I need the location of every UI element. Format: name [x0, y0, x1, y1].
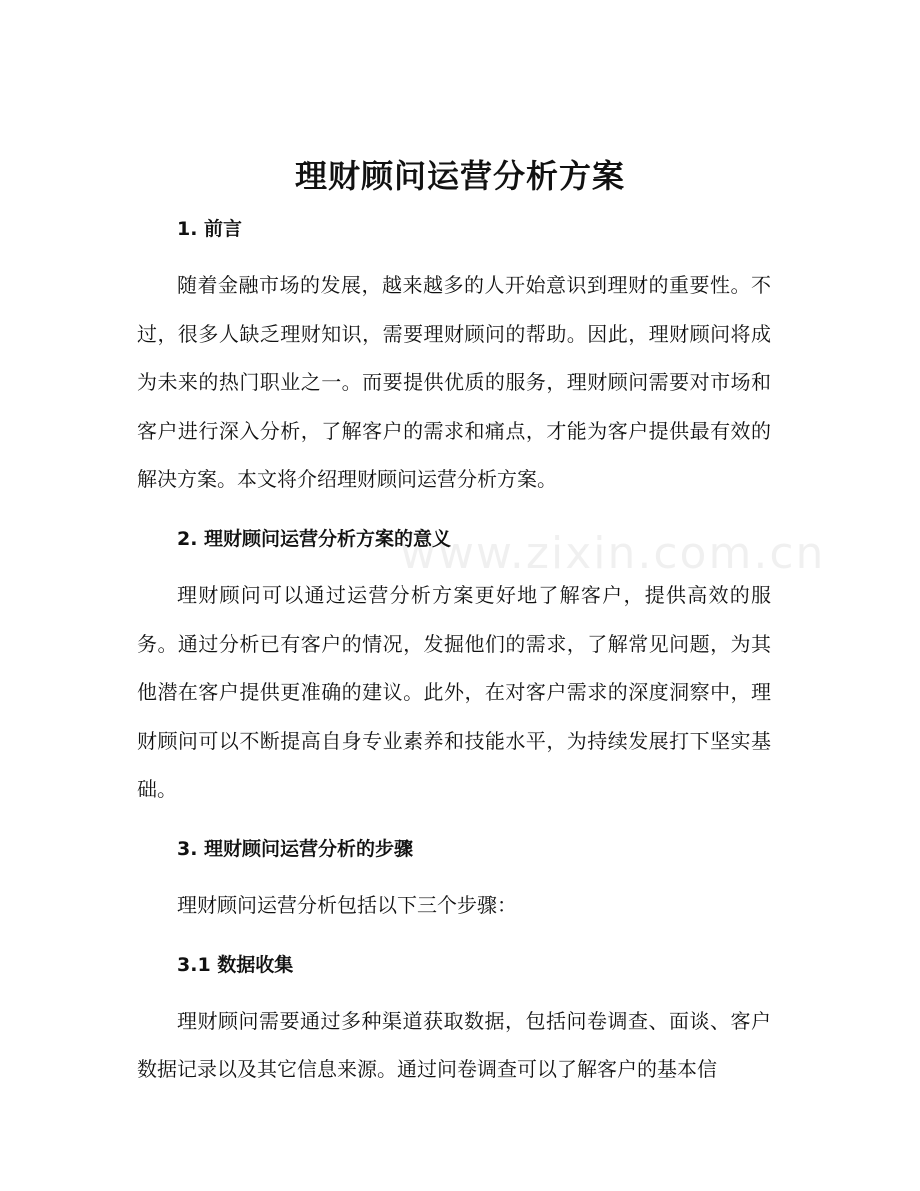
watermark: www.zixin.com.cn: [400, 528, 826, 579]
section-heading: 3. 理财顾问运营分析的步骤: [177, 837, 414, 860]
section-heading: 3.1 数据收集: [177, 953, 294, 976]
section-paragraph: 理财顾问可以通过运营分析方案更好地了解客户，提供高效的服务。通过分析已有客户的情况，发掘他们的需求，了解常见问题，为其他潜在客户提供更准确的建议。此外，在对客户需求的深度洞察中，理财顾问可以不断提高自身专业素养和技能水平，为持续发展打下坚实基础。: [137, 582, 771, 802]
document-title: 理财顾问运营分析方案: [294, 157, 625, 195]
section-significance: [137, 515, 771, 814]
section-steps: [137, 825, 771, 930]
section-paragraph: 随着金融市场的发展，越来越多的人开始意识到理财的重要性。不过，很多人缺乏理财知识，需要理财顾问的帮助。因此，理财顾问将成为未来的热门职业之一。而要提供优质的服务，理财顾问需要对市场和客户进行深入分析，了解客户的需求和痛点，才能为客户提供最有效的解决方案。本文将介绍理财顾问运营分析方案。: [137, 273, 771, 492]
section-paragraph: 理财顾问运营分析包括以下三个步骤：: [177, 892, 517, 917]
section-data-collection: [137, 941, 771, 1094]
section-paragraph: 理财顾问需要通过多种渠道获取数据，包括问卷调查、面谈、客户数据记录以及其它信息来源。通过问卷调查可以了解客户的基本信: [137, 1008, 771, 1082]
section-heading: 2. 理财顾问运营分析方案的意义: [177, 527, 452, 550]
document-body: [137, 205, 771, 1094]
section-introduction: [137, 205, 771, 504]
section-heading: 1. 前言: [177, 218, 243, 240]
